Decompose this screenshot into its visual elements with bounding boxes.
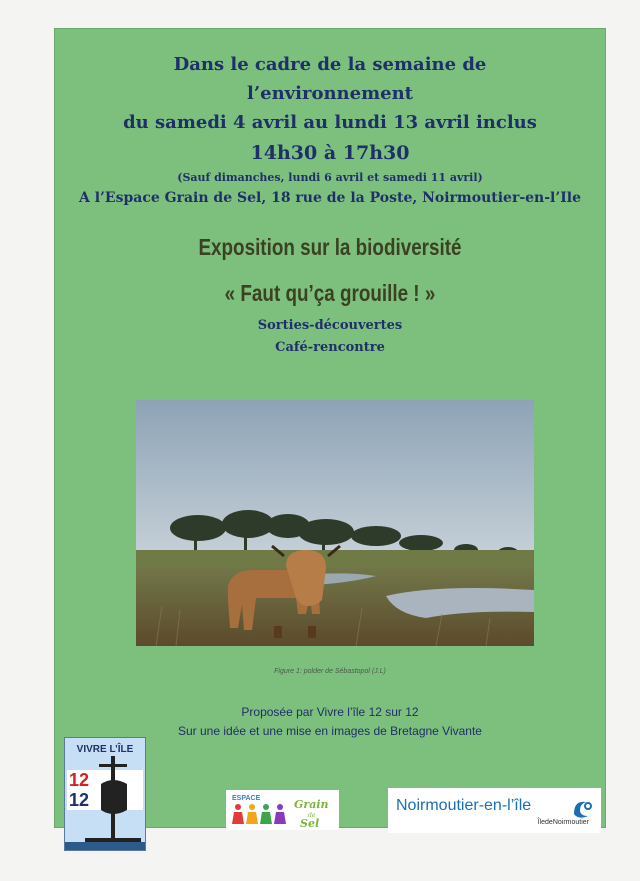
landscape-illustration [136, 400, 534, 646]
vivre-logo-number-bottom: 12 [69, 790, 90, 810]
opening-hours: 14h30 à 17h30 [250, 142, 410, 164]
event-info [54, 50, 606, 209]
credits-organizer: Proposée par Vivre l’île 12 sur 12 [241, 705, 419, 719]
noirmoutier-logo [388, 788, 601, 833]
credits-author: Sur une idée et une mise en images de Bretagne Vivante [178, 724, 482, 738]
polder-photo [136, 400, 534, 646]
vivre-logo-number-top: 12 [69, 770, 90, 790]
context-line-2: l’environnement [247, 83, 413, 104]
noirmoutier-logo-name: Noirmoutier-en-l’île [396, 797, 532, 814]
context-line-1: Dans le cadre de la semaine de [173, 54, 487, 75]
children-icon [232, 804, 286, 824]
photo-caption: Figure 1: polder de Sébastopol (J.L) [274, 668, 386, 675]
activity-item: Sorties-découvertes [257, 318, 403, 333]
grain-logo-grain: Grain [294, 798, 329, 811]
poster [54, 28, 606, 828]
date-range: du samedi 4 avril au lundi 13 avril inclus [123, 112, 537, 133]
noirmoutier-logo-subtitle: ÎledeNoirmoutier [537, 819, 589, 826]
exhibition-subtitle: « Faut qu’ça grouille ! » [224, 280, 436, 306]
venue-address: A l’Espace Grain de Sel, 18 rue de la Poste, Noirmoutier-en-l’Ile [79, 190, 581, 206]
grain-logo-sel: Sel [300, 817, 320, 830]
closing-exceptions: (Sauf dimanches, lundi 6 avril et samedi 11 avril) [177, 171, 483, 184]
credits [54, 703, 606, 741]
grain-de-sel-logo [226, 790, 339, 830]
vivre-lile-logo [64, 737, 146, 851]
grain-logo-de: de [308, 812, 316, 819]
vivre-logo-title: VIVRE L’ÎLE [76, 744, 134, 755]
grain-logo-espace: ESPACE [232, 795, 261, 802]
activities-list [54, 315, 606, 359]
activity-item: Café-rencontre [275, 340, 385, 355]
exhibition-title: Exposition sur la biodiversité [198, 234, 462, 260]
wave-icon [570, 796, 594, 820]
